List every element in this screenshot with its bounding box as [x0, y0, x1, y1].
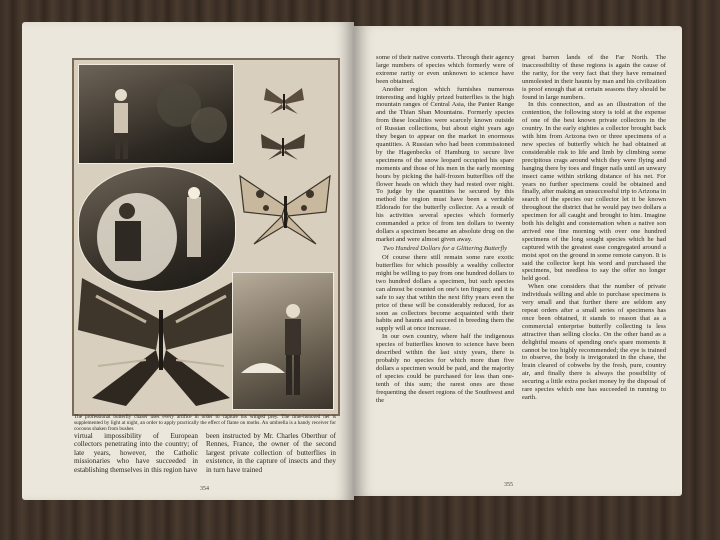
collector-figure-icon — [79, 65, 233, 163]
center-text-column — [376, 54, 514, 404]
left-bottom-column-1 — [74, 432, 198, 474]
left-bottom-column-2 — [206, 432, 336, 474]
large-dark-butterfly-icon — [76, 270, 246, 410]
collector-with-umbrella-icon — [233, 273, 333, 409]
paragraph: Of course there still remain some rare exotic butterflies for which possibly a wealthy collector might be willing to pay from one hundred dollars to two hundred dollars a specimen, but such species can almost be counted on one's ten fingers; and it is safe to say that within the next fifty years even the price of these will be considerably reduced, for as soon as collectors become acquainted with their habits and haunts and succeed in breeding them the supply will at once increase. — [376, 254, 514, 333]
paragraph: When one considers that the number of private individuals willing and able to purchase specimens is very small and that further there are seldom any repeat orders after a small series of specimens has once been obtained, it stands to reason that as a commercial enterprise butterfly collecting is less attractive than selling clocks. On the other hand as a delightful means of spending one's spare moments it cannot be too highly recommended; the eye is trained to observe, the body is invigorated in the chase, the brain cleared of cobwebs by the fresh, pure, country air, and finally there is always the possibility of securing a little extra pocket money by the disposal of rare species which one has succeeded in running to earth. — [522, 283, 666, 401]
collector-in-bushes-photo — [78, 64, 234, 164]
paragraph: In this connection, and as an illustration of the contention, the following story is told at the expense of one of the best known private collectors in the country. In the early eighties a collector brought back with him from Arizona two or three specimens of a new species of butterfly which he had obtained at considerable risk to life and limb by climbing some precipitous crags around which they were flying and hanging there by toes and finger nails until an unwary insect came within striking distance of his net. For years no further specimens could be obtained and finally, after making an unsuccessful trip to Arizona in search of the species our collector let it be known throughout the district that he would pay two dollars a specimen for all caught and brought to him. Imagine both his delight and consternation when a native son arrived one fine morning with over one hundred specimens of the long sought species which he had captured with the greatest ease congregated around a moist spot on the ground in some remote canyon. It is said the collector kept his word and purchased the specimens, but needless to say the offer no longer held good. — [522, 101, 666, 283]
photo-caption: The professional butterfly chaser uses every artifice in order to capture his winged prey. The time-honored net is supplemented by light at night, an order to apply practically the effect of flame on moths. An umbrella is a handy receiver for cocoons shaken from bushes — [74, 414, 336, 432]
open-magazine — [22, 22, 682, 500]
umbrella-collector-photo — [232, 272, 334, 410]
paragraph: virtual impossibility of European collectors penetrating into the country; of late years, however, the Catholic missionaries who have succeeded in establishing themselves in this region have — [74, 432, 198, 474]
left-page — [22, 22, 354, 500]
small-butterfly-icon — [258, 132, 308, 162]
paragraph: In our own country, where half the indigenous species of butterflies known to science have been described within the last sixty years, there is probably no species for which more than five dollars a specimen would be paid, and the majority of species could be purchased for less than one-tenth of this sum; the rarest ones are those frequenting the desert regions of the Southwest and the — [376, 333, 514, 404]
page-number: 354 — [200, 486, 209, 492]
paragraph: great barren lands of the Far North. The inaccessibility of these regions is again the cause of the rarity, for the very fact that they have remained unmolested in their haunts by man and his civilization is proof enough that at certain seasons they should be found in large numbers. — [522, 54, 666, 101]
spotted-butterfly-icon — [236, 172, 334, 248]
paragraph: been instructed by Mr. Charles Oberthur of Rennes, France, the owner of the second largest private collection of butterflies in existence, in the capture of insects and they in turn have trained — [206, 432, 336, 474]
paragraph: some of their native converts. Through their agency large numbers of species which formerly were of extreme rarity or even unknown to science have been obtained. — [376, 54, 514, 85]
butterfly-photo-plate — [72, 58, 340, 416]
right-text-column — [522, 54, 666, 402]
small-butterfly-icon — [262, 86, 306, 116]
paragraph: Another region which furnishes numerous interesting and highly prized butterflies is the high mountain ranges of Central Asia, the Panier Range and the Thian Shan Mountains. Formerly species from these localities were scarcely known outside of Russian collections, but about eight years ago they began to appear on the market in enormous quantities. A Russian who had been commissioned by the Hagenbecks of Hamburg to secure live specimens of the snow leopard occupied his spare moments and those of his men in the early morning hours by picking the half-frozen butterflies off the flower heads on which they had rested over night. To judge by the quantities he secured by this method the region must have been a veritable Eldorado for the butterfly collector. As a result of his activities several species which formerly commanded a price of from ten dollars to twenty dollars a specimen became an absolute drug on the market and were almost given away. — [376, 85, 514, 243]
page-number: 355 — [504, 482, 513, 488]
subheading: Two Hundred Dollars for a Glittering Butterfly — [382, 244, 508, 252]
